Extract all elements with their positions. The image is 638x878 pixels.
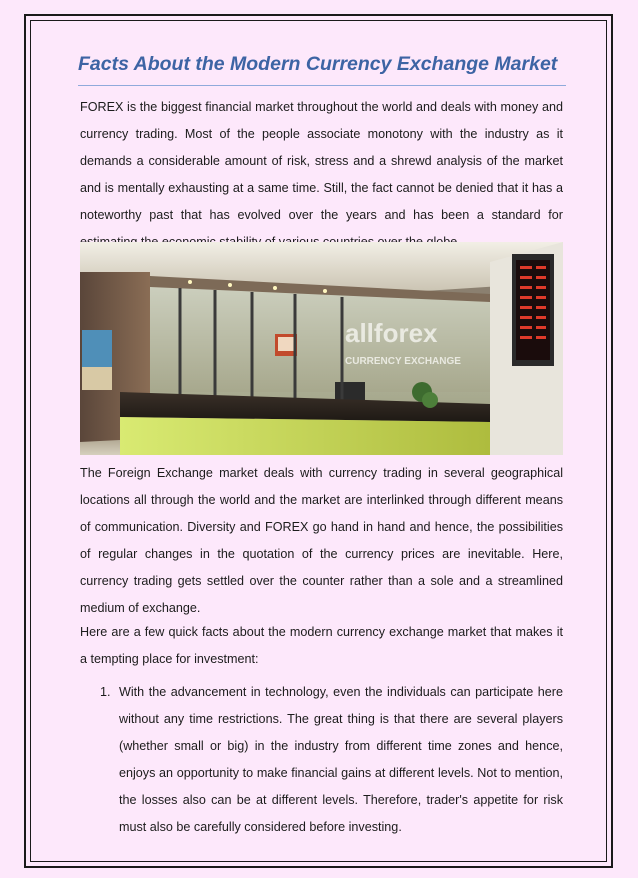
currency-exchange-photo <box>80 242 563 455</box>
list-item-text: With the advancement in technology, even the individuals can participate here without any time restrictions. The great thing is that there are several players (whether small or big) in the industry from different time zones and hence, enjoys an opportunity to make financial gains at different levels. Not to mention, the losses also can be at different levels. Therefore, trader's appetite for risk must also be carefully considered before investing. <box>119 685 563 834</box>
document-title: Facts About the Modern Currency Exchange Market <box>78 53 558 75</box>
list-item <box>100 679 563 841</box>
intro-paragraph: FOREX is the biggest financial market throughout the world and deals with money and currency trading. Most of the people associate monotony with the industry as it demands a considerable amount of risk, stress and a shrewd analysis of the market and is mentally exhausting at a same time. Still, the fact cannot be denied that it has a noteworthy past that has evolved over the years and has been a standard for <box>80 100 563 222</box>
booth-sign-brand: allforex <box>345 318 438 348</box>
second-paragraph: The Foreign Exchange market deals with currency trading in several geographical locations all through the world and the market are interlinked through different means of communication. Diversity and FOREX go hand in hand and hence, the possibilities of regular changes in the quotation of the currency prices are inevitable. Here, currency trading gets settled over the counter rather than a sole and a streamlined medium of exchange. <box>80 466 563 615</box>
title-underline <box>78 85 566 86</box>
facts-intro-paragraph: Here are a few quick facts about the modern currency exchange market that makes it a tempting place for investment: <box>80 625 563 666</box>
photo-illustration <box>80 242 563 455</box>
list-item-number: 1. <box>100 685 111 699</box>
facts-list <box>100 679 563 841</box>
booth-sign-caption: CURRENCY EXCHANGE <box>345 356 461 367</box>
